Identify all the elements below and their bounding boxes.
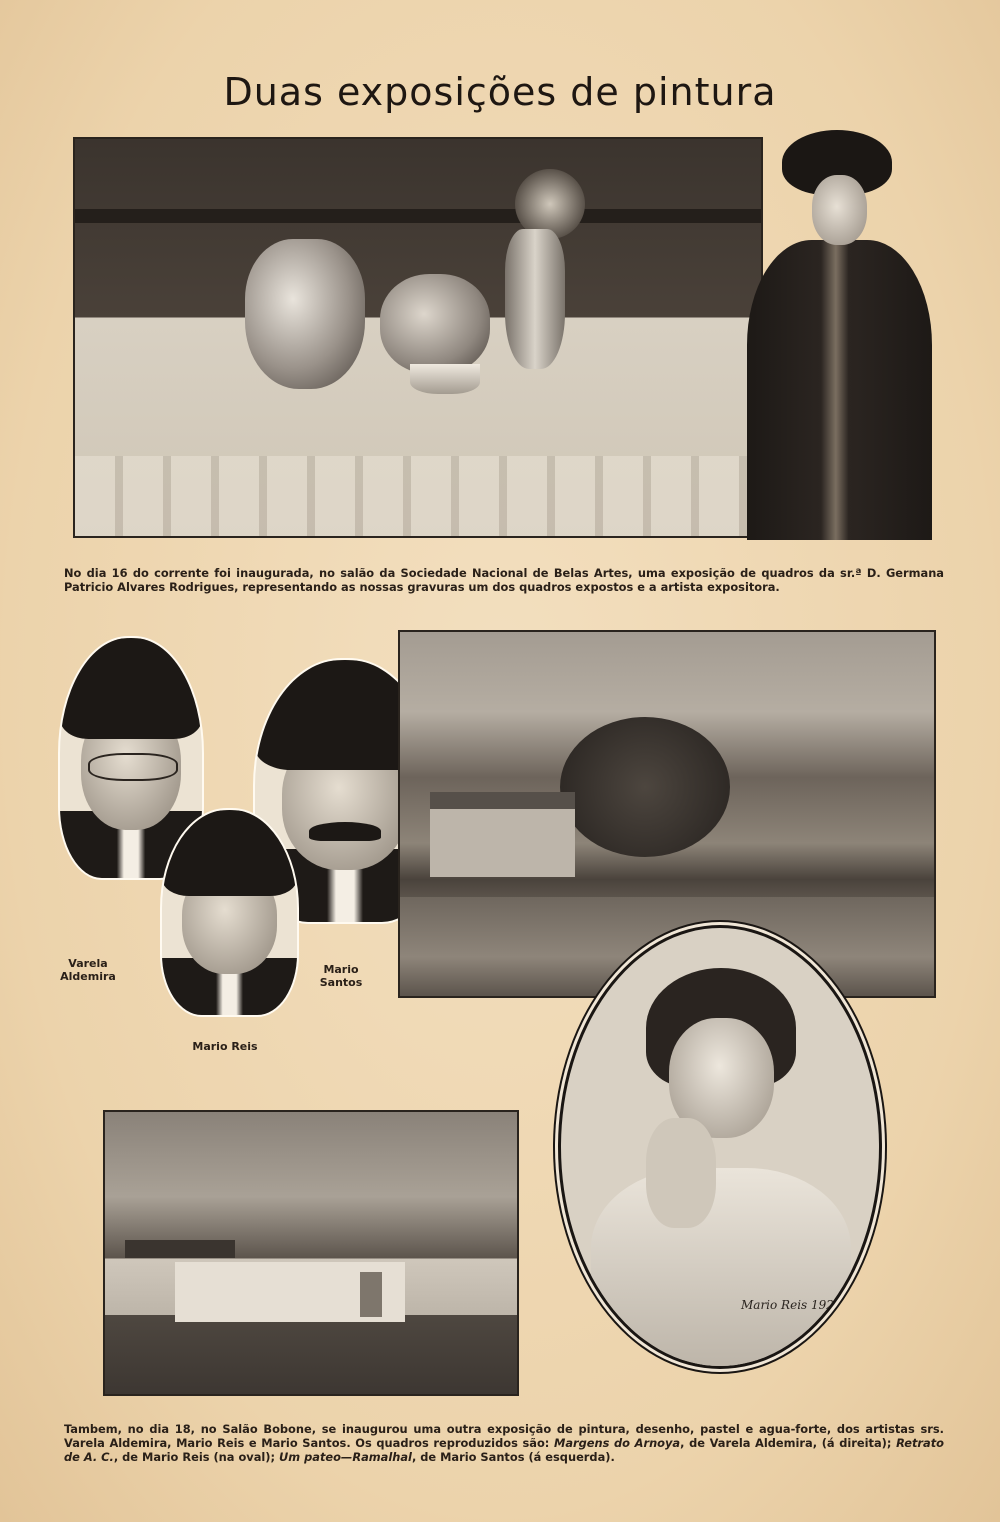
- courtyard-painting-photo: [103, 1110, 519, 1396]
- coat-shape: [747, 240, 932, 540]
- artist-name-line: Varela: [68, 957, 108, 970]
- hair-shape: [60, 638, 202, 739]
- caption-text: , de Mario Reis (na oval);: [113, 1450, 280, 1464]
- painting-title: Margens do Arnoya: [553, 1436, 681, 1450]
- artist-name-label: [180, 1040, 270, 1053]
- still-life-painting-photo: [73, 137, 763, 538]
- artist-name-label: [58, 957, 118, 983]
- artist-name-line: Mario: [323, 963, 359, 976]
- hair-shape: [162, 810, 297, 896]
- house-shape: [430, 792, 575, 877]
- caption-text: , de Mario Santos (á esquerda).: [411, 1450, 615, 1464]
- tree-shape: [560, 717, 730, 857]
- sideboard-shelf: [75, 209, 761, 223]
- teapot-shape: [245, 239, 365, 389]
- artist-portrait-germana: [742, 130, 937, 540]
- door-shape: [360, 1272, 382, 1317]
- page-title: Duas exposições de pintura: [223, 70, 777, 114]
- portrait-mario-reis: [160, 808, 299, 1017]
- moustache-shape: [309, 822, 381, 840]
- face-shape: [812, 175, 867, 245]
- sugar-bowl-shape: [380, 274, 490, 374]
- first-exhibition-caption: No dia 16 do corrente foi inaugurada, no salão da Sociedade Nacional de Belas Artes, uma exposição de quadros da sr.ª D. Germana Patricio Alvares Rodrigues, representando as nossas gravuras um dos quadros expostos e a artista expositora.: [64, 566, 944, 594]
- painting-title: Um pateo—Ramalhal: [279, 1450, 412, 1464]
- oval-portrait-painting: [558, 925, 882, 1369]
- artist-name-line: Santos: [319, 976, 363, 989]
- artist-name-line: Mario Reis: [192, 1040, 258, 1053]
- glass-vase-shape: [505, 229, 565, 369]
- lace-tablecloth: [75, 456, 761, 536]
- artist-name-label: [312, 963, 370, 989]
- teacup-shape: [410, 364, 480, 394]
- caption-text: Tambem, no dia 18, no Salão Bobone, se inaugurou uma outra exposição de pintura, desenho, pastel e agua-forte, dos artistas srs. Varela Aldemira, Mario Reis e Mario Santos. Os quadros reproduzidos são:: [64, 1422, 944, 1450]
- artist-name-line: Aldemira: [60, 970, 116, 983]
- painter-signature: Mario Reis 1921: [741, 1298, 842, 1312]
- hand-shape: [646, 1118, 716, 1228]
- second-exhibition-caption: [64, 1422, 944, 1464]
- caption-text: , de Varela Aldemira, (á direita);: [680, 1436, 897, 1450]
- spectacles-shape: [88, 753, 177, 781]
- blouse-shape: [591, 1168, 851, 1368]
- painting-title: Retrato de A. C.: [64, 1436, 945, 1464]
- pergola-shape: [125, 1240, 235, 1258]
